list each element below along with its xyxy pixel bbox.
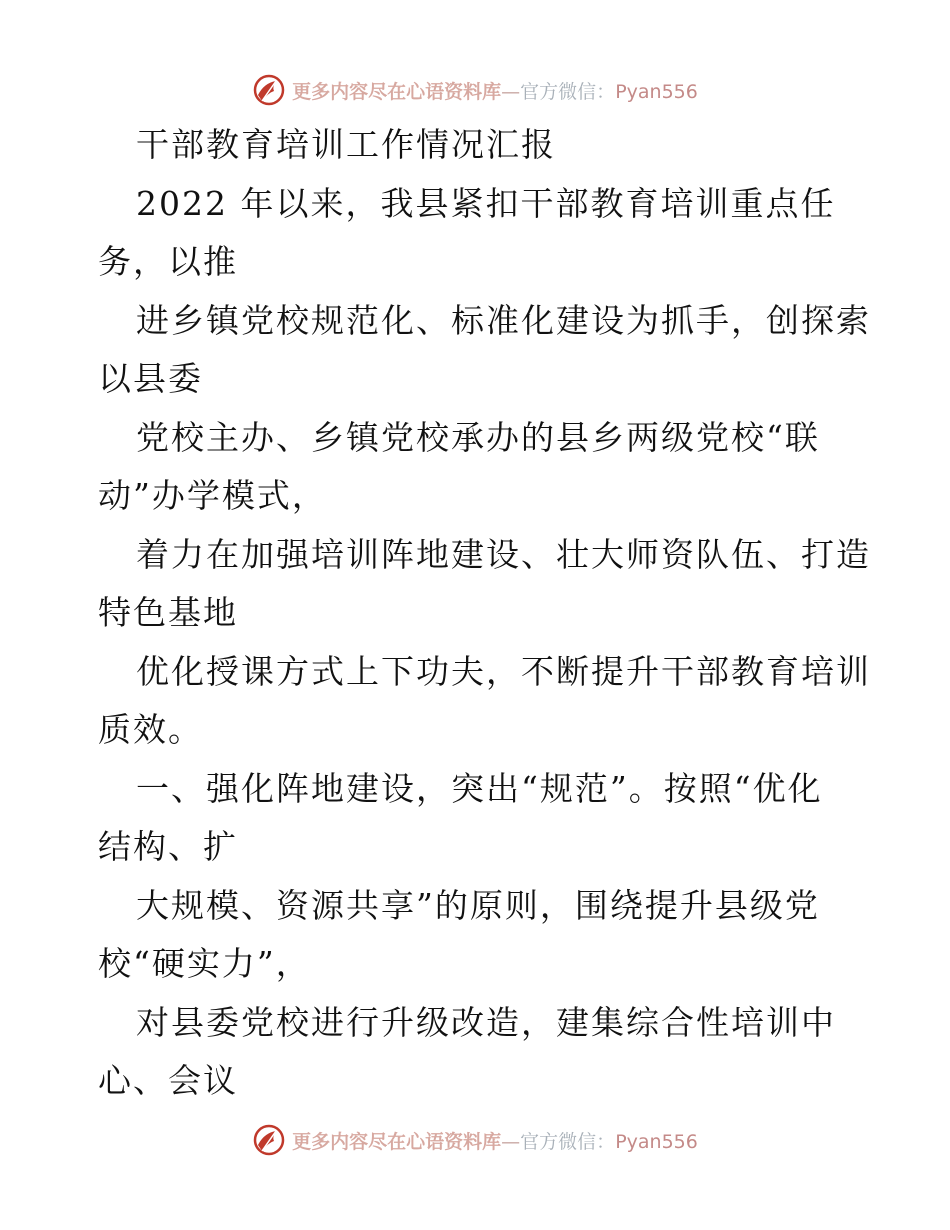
text-line: 进乡镇党校规范化、标准化建设为抓手，创探索 xyxy=(136,300,871,340)
text-line: 对县委党校进行升级改造，建集综合性培训中 xyxy=(136,1002,836,1042)
text-line: 心、会议 xyxy=(98,1061,238,1100)
text-line: 党校主办、乡镇党校承办的县乡两级党校“联 xyxy=(136,417,820,457)
text-line: 质效。 xyxy=(98,710,203,749)
watermark-text xyxy=(292,77,698,104)
pen-logo-icon xyxy=(252,73,286,107)
text-line: 大规模、资源共享”的原则，围绕提升县级党 xyxy=(136,885,820,925)
text-line: 校“硬实力”， xyxy=(98,944,311,983)
watermark-official: 官方微信： xyxy=(520,80,616,103)
document-body xyxy=(98,116,871,1111)
watermark-separator: — xyxy=(501,1130,521,1153)
text-line: 特色基地 xyxy=(98,593,238,632)
watermark-wechat-id: Pyan556 xyxy=(615,1130,698,1153)
pen-logo-icon xyxy=(252,1123,286,1157)
text-line: 干部教育培训工作情况汇报 xyxy=(136,125,556,164)
watermark-wechat-id: Pyan556 xyxy=(615,80,698,103)
watermark-text xyxy=(292,1127,698,1154)
watermark-main: 更多内容尽在心语资料库 xyxy=(292,1130,502,1153)
text-line: 务，以推 xyxy=(98,242,238,281)
header-watermark xyxy=(0,70,950,110)
text-line: 结构、扩 xyxy=(98,827,238,866)
watermark-official: 官方微信： xyxy=(520,1130,616,1153)
watermark-main: 更多内容尽在心语资料库 xyxy=(292,80,502,103)
text-line: 一、强化阵地建设，突出“规范”。按照“优化 xyxy=(136,768,823,808)
text-line: 着力在加强培训阵地建设、壮大师资队伍、打造 xyxy=(136,534,871,574)
footer-watermark xyxy=(0,1120,950,1160)
watermark-separator: — xyxy=(501,80,521,103)
text-line: 优化授课方式上下功夫，不断提升干部教育培训 xyxy=(136,651,871,691)
text-line: 动”办学模式， xyxy=(98,476,327,515)
text-line: 以县委 xyxy=(98,359,203,398)
text-line: 2022 年以来，我县紧扣干部教育培训重点任 xyxy=(136,183,836,223)
